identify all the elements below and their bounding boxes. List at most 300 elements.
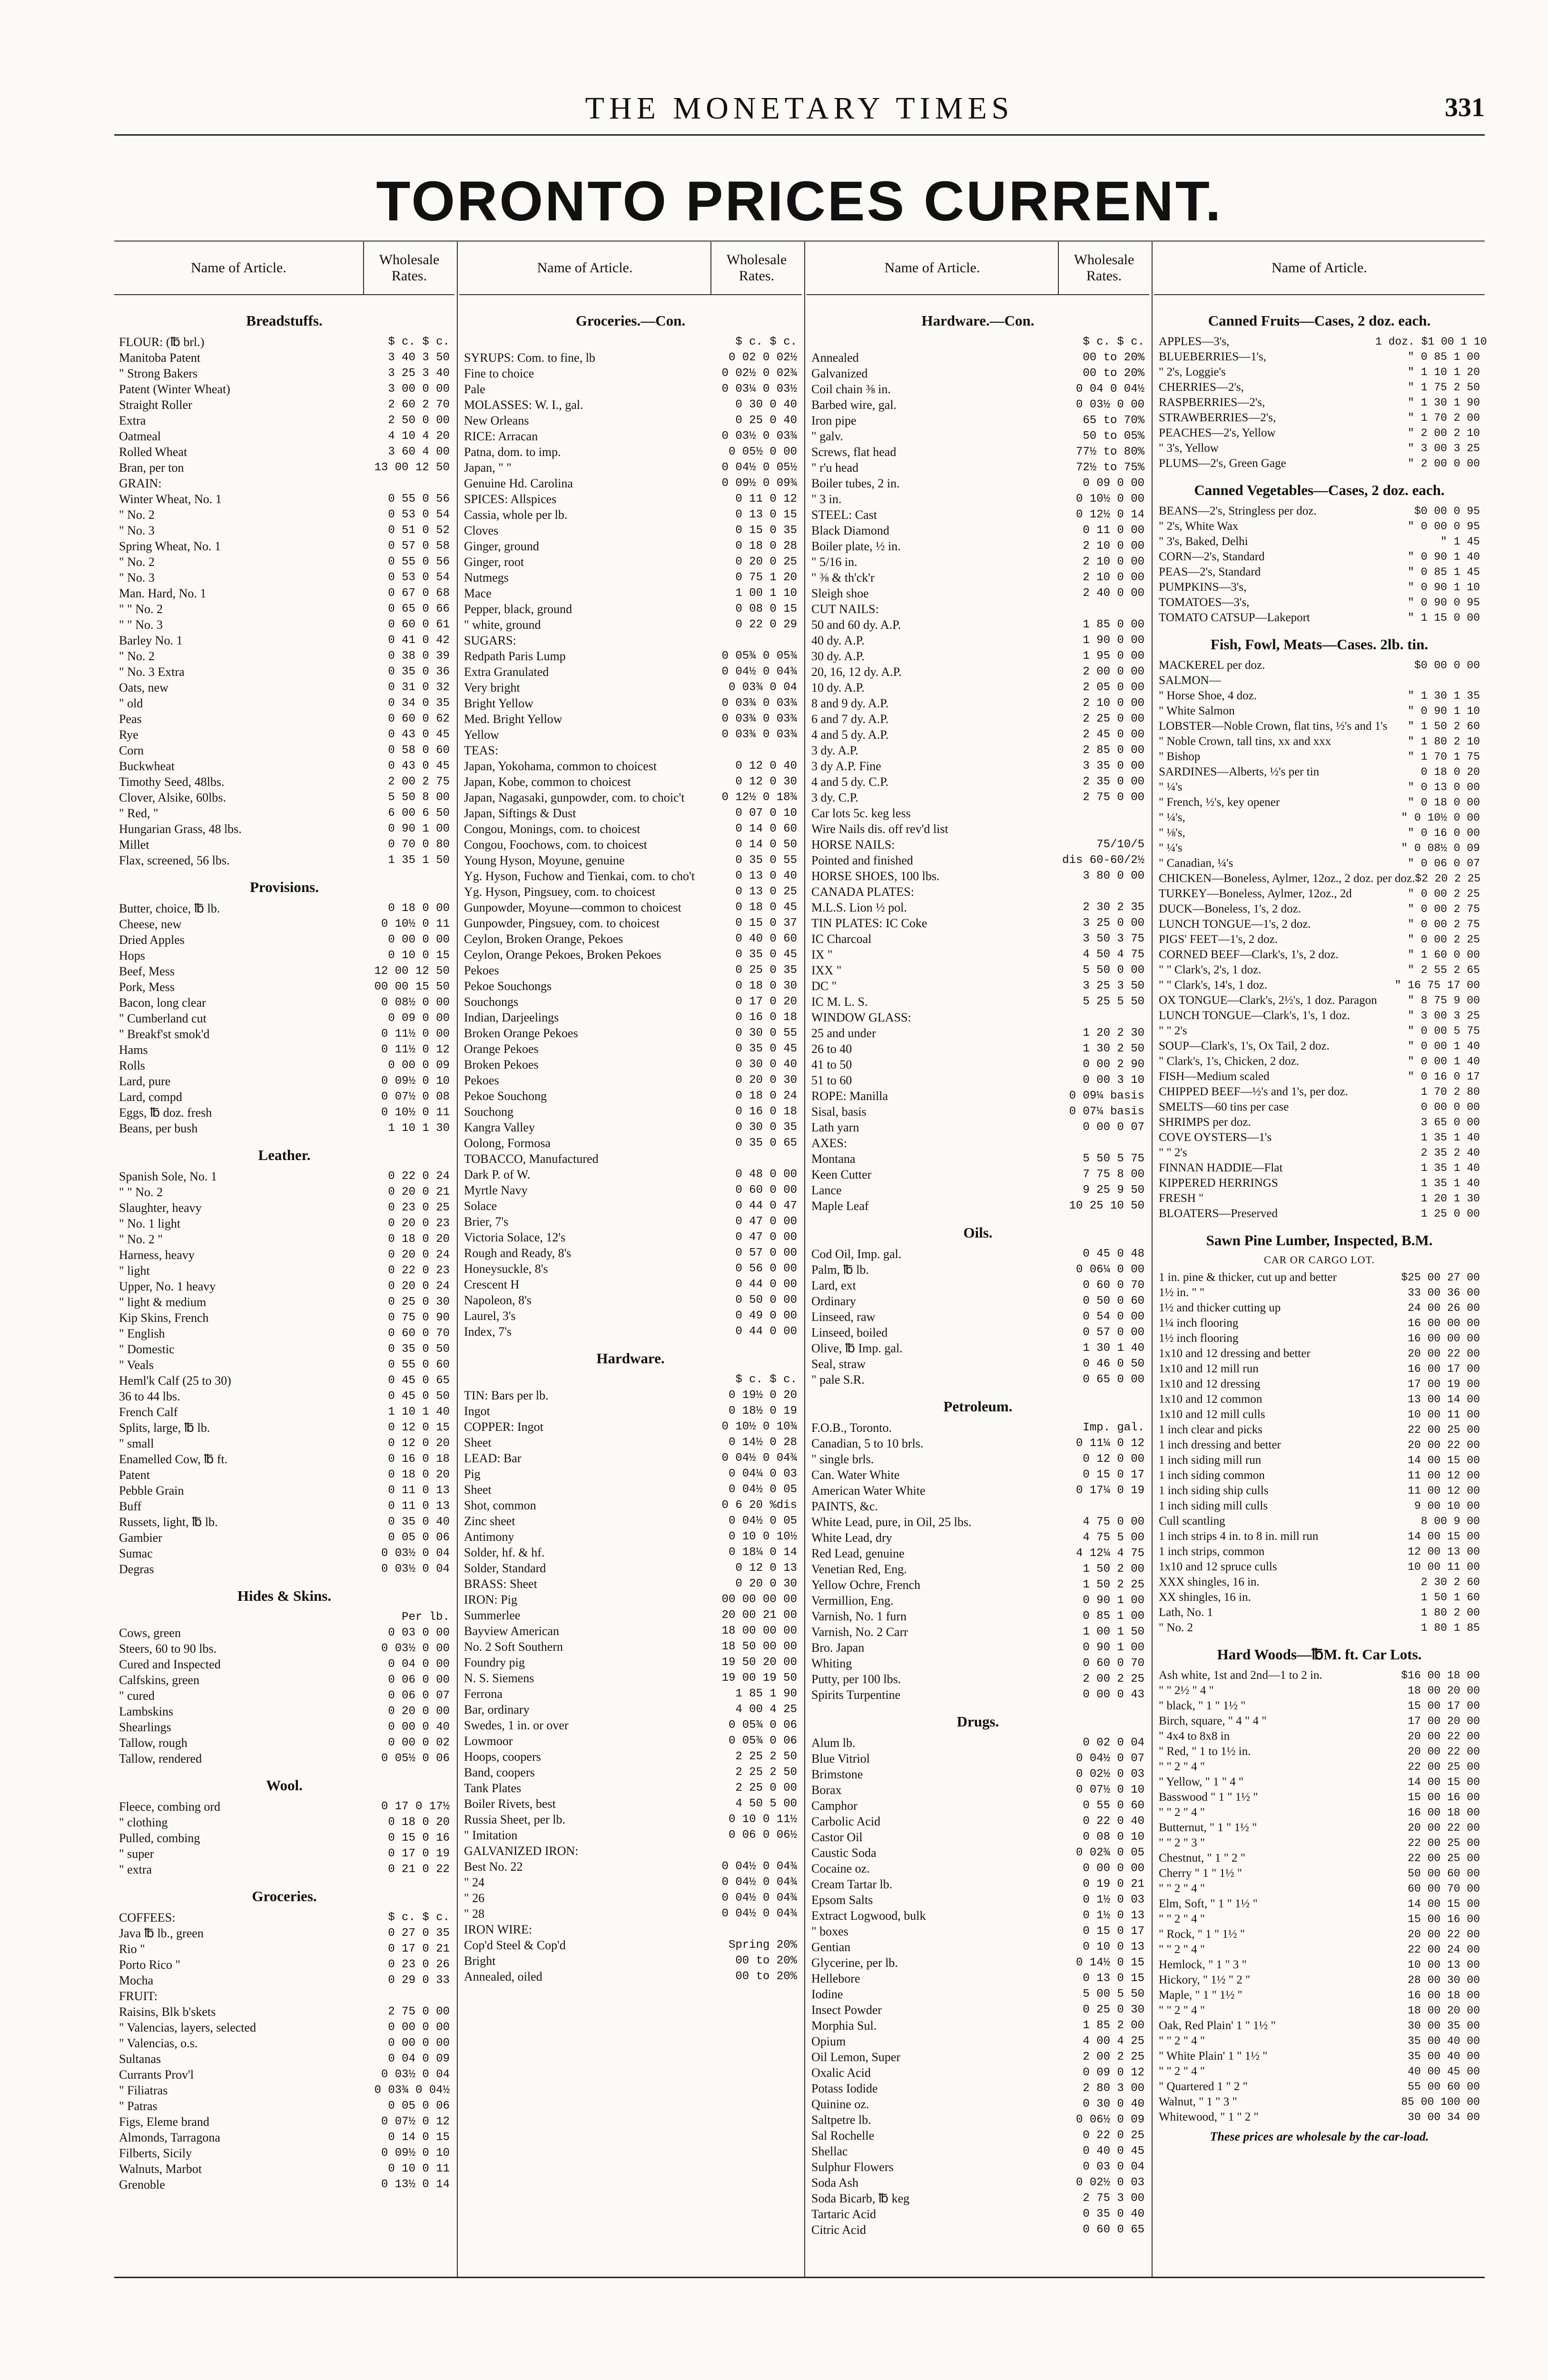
wholesale-rate: 17 00 20 00 [1408, 1715, 1480, 1727]
wholesale-rate: 1 50 2 00 [1083, 1563, 1144, 1576]
price-row [811, 1167, 1144, 1182]
wholesale-rate: 0 20 0 30 [735, 1074, 797, 1087]
article-name: Broken Pekoes [464, 1058, 539, 1071]
wholesale-rate: 14 00 15 00 [1408, 1776, 1480, 1788]
article-name: " 5/16 in. [811, 555, 858, 569]
wholesale-rate: 0 25 0 35 [735, 964, 797, 977]
wholesale-rate: 0 10 0 15 [388, 949, 450, 962]
article-name: 51 to 60 [811, 1073, 852, 1087]
section-heading: Hard Woods—℔M. ft. Car Lots. [1217, 1646, 1422, 1663]
article-name: Putty, per 100 lbs. [811, 1672, 901, 1686]
wholesale-rate: 60 00 70 00 [1408, 1883, 1480, 1895]
wholesale-rate: 0 30 0 40 [735, 1058, 797, 1071]
article-name: Japan, Nagasaki, gunpowder, com. to choic't [464, 791, 685, 804]
article-name: Hoops, coopers [464, 1750, 541, 1764]
wholesale-rate: 0 12 0 13 [735, 1562, 797, 1575]
price-row [464, 1780, 797, 1796]
wholesale-rate: 20 00 22 00 [1408, 1745, 1480, 1758]
price-row [811, 585, 1144, 601]
wholesale-rate: 3 25 3 40 [388, 367, 450, 380]
wholesale-rate: 14 00 15 00 [1408, 1530, 1480, 1543]
article-name: 1 inch siding common [1159, 1469, 1265, 1482]
price-row [464, 978, 797, 994]
price-row [1159, 380, 1480, 395]
price-row [464, 837, 797, 853]
wholesale-rate: 72½ to 75% [1075, 461, 1144, 474]
wholesale-rate: 0 10 0 11½ [728, 1813, 797, 1826]
article-name: Rio " [119, 1942, 145, 1956]
wholesale-rate: 0 13 0 40 [735, 870, 797, 883]
article-name: " " 2 " 4 " [1159, 1806, 1205, 1819]
wholesale-rate: 0 10½ 0 11 [381, 918, 450, 931]
wholesale-rate: 0 20 0 24 [388, 1280, 450, 1293]
price-row [119, 648, 450, 664]
wholesale-rate: 4 00 4 25 [735, 1703, 797, 1716]
price-row [1159, 947, 1480, 962]
article-name: Mocha [119, 1973, 154, 1987]
section-heading: Groceries. [252, 1888, 317, 1904]
wholesale-rate: " 1 10 1 20 [1408, 366, 1480, 378]
wholesale-rate: $0 00 0 95 [1414, 505, 1480, 517]
price-row [119, 680, 450, 695]
wholesale-rate: 0 00 3 10 [1083, 1074, 1144, 1087]
wholesale-rate: 1 50 1 60 [1420, 1591, 1480, 1604]
article-name: 26 to 40 [811, 1042, 852, 1056]
price-row [119, 1388, 450, 1404]
wholesale-rate: 0 00 0 43 [1083, 1688, 1144, 1701]
price-row [464, 601, 797, 617]
wholesale-rate: 1 10 1 30 [388, 1122, 450, 1135]
price-row [1159, 1514, 1480, 1529]
wholesale-rate: 22 00 25 00 [1408, 1837, 1480, 1849]
price-row [464, 1843, 797, 1859]
article-name: " boxes [811, 1924, 848, 1938]
article-name: Solace [464, 1199, 497, 1213]
price-row [119, 1862, 450, 1877]
wholesale-rate: 0 04½ 0 04¾ [721, 665, 797, 678]
article-name: " old [119, 696, 143, 710]
price-row [1159, 1191, 1480, 1206]
article-name: 6 and 7 dy. A.P. [811, 712, 889, 726]
wholesale-rate: $2 20 2 25 [1415, 873, 1481, 885]
article-name: Barley No. 1 [119, 634, 183, 647]
article-name: Millet [119, 838, 149, 852]
article-name: Dried Apples [119, 933, 185, 947]
price-row [1159, 519, 1480, 534]
wholesale-rate: 0 10½ 0 11 [381, 1106, 450, 1119]
wholesale-rate: " 0 08½ 0 09 [1401, 842, 1480, 854]
price-row [1159, 456, 1480, 471]
wholesale-rate: 16 00 18 00 [1408, 1989, 1480, 2002]
price-row [1159, 1285, 1480, 1300]
price-row [119, 711, 450, 727]
section-heading: Hardware. [596, 1350, 665, 1367]
article-name [464, 334, 707, 350]
article-name: " Bishop [1159, 750, 1201, 763]
wholesale-rate: 0 00 2 90 [1083, 1058, 1144, 1071]
wholesale-rate: 1 85 2 00 [1083, 2019, 1144, 2032]
article-name: " pale S.R. [811, 1373, 865, 1387]
wholesale-rate: 1 doz. $1 00 1 10 [1375, 336, 1487, 348]
wholesale-rate: 00 to 20% [735, 1970, 797, 1983]
article-name: " White Plain' 1 " 1½ " [1159, 2050, 1268, 2063]
price-row [119, 727, 450, 743]
price-row [119, 821, 450, 837]
price-row [464, 1969, 797, 1984]
article-name: 1 inch siding ship culls [1159, 1484, 1269, 1497]
wholesale-rate: 0 53 0 54 [388, 508, 450, 521]
wholesale-rate: 10 00 13 00 [1408, 1959, 1480, 1971]
price-row [464, 1435, 797, 1450]
wholesale-rate: 65 to 70% [1083, 414, 1144, 427]
wholesale-rate: 55 00 60 00 [1408, 2081, 1480, 2093]
article-name: CORNED BEEF—Clark's, 1's, 2 doz. [1159, 948, 1339, 961]
price-row [1159, 1498, 1480, 1514]
price-row [811, 1356, 1144, 1372]
article-name: BLUEBERRIES—1's, [1159, 350, 1267, 363]
wholesale-rate: 5 50 8 00 [388, 791, 450, 804]
article-name: 1½ and thicker cutting up [1159, 1301, 1281, 1314]
article-name: HORSE SHOES, 100 lbs. [811, 869, 940, 883]
price-row [1159, 334, 1487, 349]
article-name: " " No. 2 [119, 1185, 163, 1199]
article-name: " " Clark's, 2's, 1 doz. [1159, 963, 1262, 976]
article-name: Bar, ordinary [464, 1703, 530, 1716]
article-name: Degras [119, 1562, 154, 1576]
price-row [119, 1404, 450, 1420]
article-name: FLOUR: (℔ brl.) [119, 335, 205, 349]
price-row [811, 2206, 1144, 2222]
price-row [119, 758, 450, 774]
price-row [811, 1120, 1144, 1135]
wholesale-rate [1054, 1135, 1144, 1151]
price-row [811, 1955, 1144, 1971]
price-row [1159, 978, 1480, 993]
price-row [464, 1874, 797, 1890]
price-row [1159, 504, 1480, 519]
price-row [464, 680, 797, 695]
wholesale-rate: 0 70 0 80 [388, 838, 450, 851]
wholesale-rate: 0 00 0 00 [1083, 1862, 1144, 1875]
price-row [464, 1277, 797, 1292]
price-row [119, 1011, 450, 1026]
price-row [1159, 1575, 1480, 1590]
article-name: Barbed wire, gal. [811, 398, 897, 412]
price-row [1159, 993, 1480, 1008]
wholesale-rate: 0 18 0 30 [735, 980, 797, 992]
price-row [119, 1451, 450, 1467]
wholesale-rate: " 1 30 1 90 [1408, 397, 1480, 409]
price-row [119, 1656, 450, 1672]
wholesale-rate: 0 11¼ 0 12 [1075, 1437, 1144, 1450]
price-row [464, 1937, 797, 1953]
price-row [119, 2177, 450, 2192]
price-row [119, 1089, 450, 1105]
wholesale-rate: 0 50 0 00 [735, 1294, 797, 1307]
price-row [119, 1231, 450, 1247]
price-row [464, 1859, 797, 1874]
price-row [119, 1973, 450, 1988]
wholesale-rate: 1 35 1 40 [1420, 1131, 1480, 1144]
wholesale-rate: 0 02½ 0 03 [1075, 2176, 1144, 2189]
article-name: Pepper, black, ground [464, 602, 572, 616]
price-row [811, 570, 1144, 585]
price-row [1159, 1023, 1480, 1039]
column-4 [1154, 242, 1485, 2277]
article-name: Foundry pig [464, 1656, 525, 1669]
article-name: COFFEES: [119, 1911, 176, 1924]
article-name: RASPBERRIES—2's, [1159, 396, 1265, 409]
article-name: 1 inch clear and picks [1159, 1423, 1262, 1436]
price-row [119, 1641, 450, 1656]
wholesale-rate: 0 14½ 0 15 [1075, 1956, 1144, 1969]
price-row [1159, 1331, 1480, 1346]
article-name: Solder, Standard [464, 1561, 546, 1575]
article-name: RICE: Arracan [464, 429, 538, 443]
price-row [119, 1941, 450, 1957]
price-row [464, 1198, 797, 1214]
wholesale-rate: $16 00 18 00 [1401, 1669, 1480, 1682]
wholesale-rate: 0 43 0 45 [388, 760, 450, 773]
price-row [119, 1279, 450, 1294]
article-name: Fine to choice [464, 367, 534, 380]
wholesale-rate: 0 07 0 10 [735, 807, 797, 820]
price-row [464, 1576, 797, 1592]
article-name: 30 dy. A.P. [811, 649, 865, 663]
price-row [811, 2222, 1144, 2238]
wholesale-rate: 0 04¼ 0 03 [728, 1468, 797, 1480]
wholesale-rate: 16 00 17 00 [1408, 1363, 1480, 1375]
article-name: Souchongs [464, 995, 519, 1009]
price-row [1159, 1008, 1480, 1023]
price-row [811, 507, 1144, 523]
price-row [119, 790, 450, 805]
wholesale-rate: 0 04½ 0 04¾ [721, 1452, 797, 1465]
wholesale-rate: 00 00 15 50 [374, 981, 450, 993]
article-name: 1 in. pine & thicker, cut up and better [1159, 1271, 1337, 1284]
wholesale-rate: 0 13½ 0 14 [381, 2178, 450, 2191]
price-row [119, 901, 450, 916]
wholesale-rate: 22 00 24 00 [1408, 1944, 1480, 1956]
article-name: " Noble Crown, tall tins, xx and xxx [1159, 735, 1331, 748]
article-name: IRON WIRE: [464, 1923, 532, 1936]
price-row [464, 1450, 797, 1466]
wholesale-rate: 0 20 0 25 [735, 555, 797, 568]
article-name: " 3's, Baked, Delhi [1159, 535, 1248, 548]
price-row [119, 979, 450, 995]
article-name: Flax, screened, 56 lbs. [119, 853, 230, 867]
article-name: Annealed, oiled [464, 1970, 542, 1983]
article-name: Sultanas [119, 2052, 161, 2066]
price-row [1159, 1407, 1480, 1422]
wholesale-rate: 0 53 0 54 [388, 571, 450, 584]
wholesale-rate: 0 05½ 0 06 [381, 1752, 450, 1765]
price-row [464, 476, 797, 491]
article-name: Souchong [464, 1105, 513, 1119]
wholesale-rate: 13 00 14 00 [1408, 1393, 1480, 1406]
wholesale-rate: 1 30 1 40 [1083, 1342, 1144, 1355]
article-name: Extra [119, 414, 146, 427]
article-name: Sisal, basis [811, 1105, 867, 1119]
price-row [119, 1373, 450, 1388]
article-name: Chestnut, " 1 " 2 " [1159, 1852, 1246, 1864]
article-name: Japan, Siftings & Dust [464, 806, 576, 820]
wholesale-rate: 0 15 0 17 [1083, 1468, 1144, 1481]
article-name: Tank Plates [464, 1781, 522, 1795]
price-row [1159, 1744, 1480, 1759]
price-row [811, 884, 1144, 900]
article-name: Calfskins, green [119, 1673, 199, 1687]
article-name: BLOATERS—Preserved [1159, 1207, 1278, 1220]
price-row [1159, 2079, 1480, 2094]
article-name: Basswood " 1 " 1½ " [1159, 1791, 1258, 1804]
article-name: " " 2 " 4 " [1159, 2034, 1205, 2047]
article-name: Slaughter, heavy [119, 1201, 202, 1215]
price-row [464, 1796, 797, 1812]
wholesale-rate: 0 20 0 23 [388, 1217, 450, 1230]
article-name: Sheet [464, 1436, 492, 1449]
price-row [1159, 1039, 1480, 1054]
article-name: STEEL: Cast [811, 508, 877, 522]
wholesale-rate: 2 30 2 35 [1083, 901, 1144, 914]
article-name: Kangra Valley [464, 1121, 535, 1134]
price-row [464, 1372, 797, 1388]
article-name: BEANS—2's, Stringless per doz. [1159, 505, 1317, 517]
wholesale-rate: 0 04½ 0 05 [728, 1483, 797, 1496]
price-row [464, 1890, 797, 1906]
article-name: " Domestic [119, 1342, 175, 1356]
wholesale-rate: 0 16 0 18 [735, 1105, 797, 1118]
price-row [1159, 1054, 1480, 1069]
price-row [464, 648, 797, 664]
article-name: Pekoe Souchong [464, 1089, 547, 1103]
article-name: Summerlee [464, 1608, 521, 1622]
price-row [119, 1530, 450, 1546]
article-name: Seal, straw [811, 1357, 866, 1371]
article-name: Pekoes [464, 1073, 499, 1087]
wholesale-rate: 11 00 12 00 [1408, 1469, 1480, 1482]
article-name: PEACHES—2's, Yellow [1159, 426, 1276, 439]
article-name: 1 inch siding mill culls [1159, 1499, 1268, 1512]
price-row [464, 1560, 797, 1576]
article-name: Whiting [811, 1656, 852, 1670]
price-row [464, 947, 797, 962]
price-row [811, 2191, 1144, 2206]
article-name: Oil Lemon, Super [811, 2050, 901, 2064]
price-row [811, 601, 1144, 617]
article-name: Index, 7's [464, 1325, 512, 1339]
wholesale-rate: 1 70 2 80 [1420, 1086, 1480, 1098]
price-row [119, 1799, 450, 1815]
price-row [811, 994, 1144, 1010]
article-name: BRASS: Sheet [464, 1577, 537, 1591]
article-name: Hemlock, " 1 " 3 " [1159, 1958, 1247, 1971]
wholesale-rate: 77½ to 80% [1075, 446, 1144, 458]
article-name: Antimony [464, 1530, 514, 1544]
wholesale-rate: 0 48 0 00 [735, 1168, 797, 1181]
wholesale-rate: 0 00 0 00 [388, 2021, 450, 2034]
wholesale-rate: 2 60 2 70 [388, 398, 450, 411]
wholesale-rate: " 0 18 0 00 [1408, 796, 1480, 809]
price-row [811, 743, 1144, 758]
article-name: " extra [119, 1863, 152, 1876]
article-name: FINNAN HADDIE—Flat [1159, 1161, 1283, 1174]
price-row [1159, 1942, 1480, 1957]
price-row [811, 1135, 1144, 1151]
price-row [1159, 2064, 1480, 2079]
article-name: Bright [464, 1954, 496, 1968]
wholesale-rate: 0 03½ 0 04 [381, 1547, 450, 1560]
wholesale-rate: 0 04½ 0 04¾ [721, 1860, 797, 1873]
wholesale-rate: 0 22 0 25 [1083, 2129, 1144, 2142]
wholesale-rate: Per lb. [402, 1611, 450, 1624]
price-row [1159, 1698, 1480, 1714]
article-name: 1½ inch flooring [1159, 1332, 1239, 1345]
price-row [464, 1088, 797, 1104]
wholesale-rate: 2 30 2 60 [1420, 1576, 1480, 1588]
article-name: Splits, large, ℔ lb. [119, 1421, 210, 1435]
price-row [464, 853, 797, 868]
article-name: " No. 2 [1159, 1621, 1193, 1634]
article-name: " Imitation [464, 1828, 518, 1842]
article-name: Japan, " " [464, 461, 512, 475]
wholesale-rate: 0 03 0 00 [388, 1626, 450, 1639]
wholesale-rate: 0 25 0 40 [735, 414, 797, 427]
article-name: 1 inch dressing and better [1159, 1438, 1281, 1451]
article-name: " No. 3 Extra [119, 665, 185, 679]
article-name: Pekoes [464, 963, 499, 977]
article-name: 1¼ inch flooring [1159, 1317, 1239, 1329]
price-row [811, 2049, 1144, 2065]
article-name: " French, ½'s, key opener [1159, 796, 1280, 809]
article-name: Elm, Soft, " 1 " 1½ " [1159, 1897, 1258, 1910]
price-row [464, 774, 797, 790]
article-name: " " 2 " 4 " [1159, 1760, 1205, 1773]
article-name: " Strong Bakers [119, 367, 198, 380]
wholesale-rate: 0 18 0 20 [388, 1468, 450, 1481]
price-row [1159, 1069, 1480, 1084]
wholesale-rate: 18 00 00 00 [721, 1625, 797, 1637]
article-name: " single brls. [811, 1452, 874, 1466]
price-row [1159, 1377, 1480, 1392]
article-name: Oatmeal [119, 429, 161, 443]
article-name: Upper, No. 1 heavy [119, 1279, 216, 1293]
article-name: Genuine Hd. Carolina [464, 476, 573, 490]
price-row [811, 1467, 1144, 1483]
article-name: Bacon, long clear [119, 996, 206, 1010]
wholesale-rate: 20 00 22 00 [1408, 1348, 1480, 1360]
article-name: " ¼'s [1159, 781, 1183, 793]
wholesale-rate: 0 35 0 36 [388, 665, 450, 678]
article-name: Solder, hf. & hf. [464, 1546, 545, 1559]
wholesale-rate: 14 00 15 00 [1408, 1454, 1480, 1467]
article-name: Napoleon, 8's [464, 1293, 532, 1307]
column-body [1154, 295, 1485, 2125]
article-name: 1x10 and 12 spruce culls [1159, 1560, 1277, 1573]
price-row [1159, 1422, 1480, 1438]
article-name: Congou, Foochows, com. to choicest [464, 838, 647, 852]
wholesale-rate: 0 05¾ 0 06 [728, 1719, 797, 1732]
price-row [119, 853, 450, 868]
price-row [119, 1042, 450, 1058]
article-name: LEAD: Bar [464, 1451, 522, 1465]
price-row [811, 2143, 1144, 2159]
article-name: XXX shingles, 16 in. [1159, 1576, 1260, 1588]
wholesale-rate: 0 1½ 0 03 [1083, 1894, 1144, 1906]
wholesale-rate: 2 25 0 00 [735, 1782, 797, 1795]
price-row [464, 413, 797, 428]
article-name: " Veals [119, 1358, 154, 1372]
